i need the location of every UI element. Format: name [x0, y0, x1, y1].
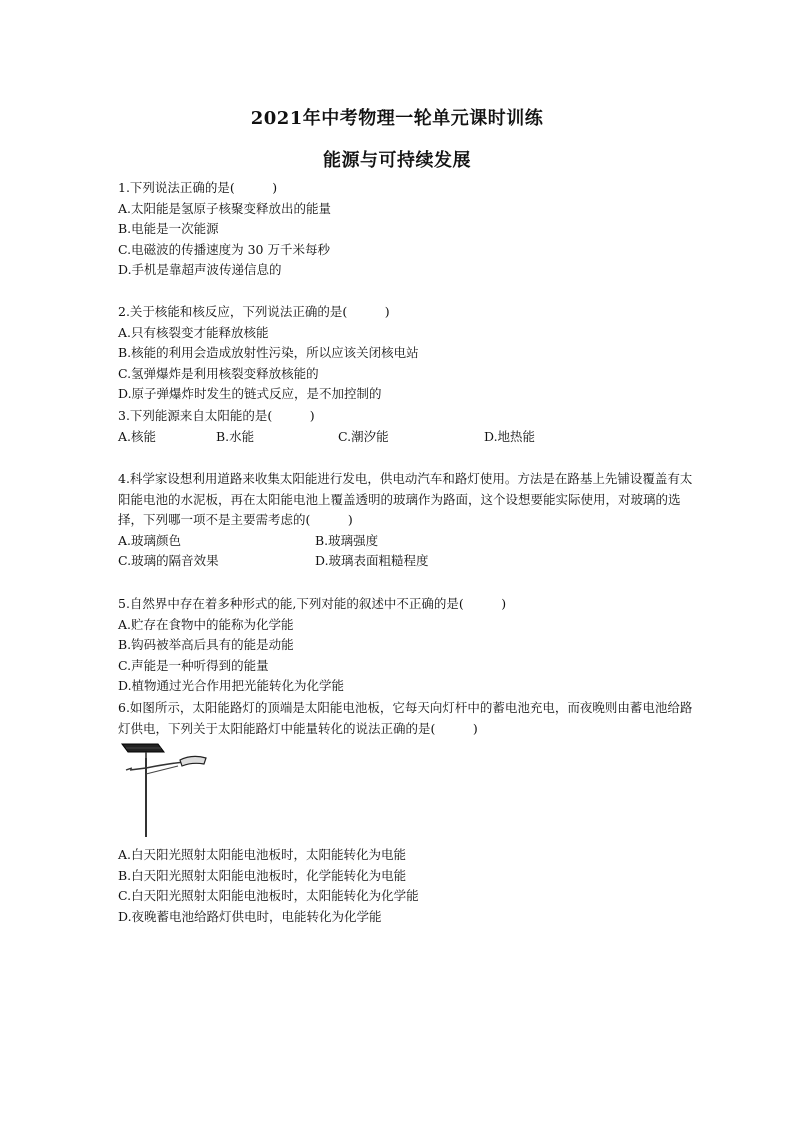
- question-4: [118, 469, 698, 572]
- question-6-options: [118, 845, 698, 927]
- question-1: [118, 178, 698, 281]
- option-b: B.钩码被举高后具有的能是动能: [118, 637, 294, 653]
- question-stem: 3.下列能源来自太阳能的是( ): [118, 408, 315, 423]
- option-a: A.只有核裂变才能释放核能: [118, 324, 269, 340]
- options-row: [118, 427, 698, 448]
- page-subtitle: 能源与可持续发展: [323, 150, 471, 171]
- option-b: B.玻璃强度: [315, 532, 379, 548]
- option-b: B.白天阳光照射太阳能电池板时，化学能转化为电能: [118, 867, 407, 883]
- options-grid: [118, 531, 698, 572]
- option-a: A.白天阳光照射太阳能电池板时，太阳能转化为电能: [118, 847, 407, 862]
- option-b: B.水能: [216, 428, 255, 444]
- question-6: [118, 698, 698, 739]
- option-d: D.地热能: [484, 428, 536, 444]
- option-a: A.玻璃颜色: [118, 532, 182, 548]
- option-c: C.白天阳光照射太阳能电池板时，太阳能转化为化学能: [118, 888, 419, 904]
- question-3: [118, 406, 698, 447]
- option-c: C.氢弹爆炸是利用核裂变释放核能的: [118, 365, 319, 381]
- question-stem: 1.下列说法正确的是( ): [118, 180, 278, 195]
- option-c: C.潮汐能: [338, 428, 389, 444]
- option-a: A.核能: [118, 428, 157, 444]
- page-title: 2021年中考物理一轮单元课时训练: [250, 108, 544, 129]
- option-d: D.原子弹爆炸时发生的链式反应，是不加控制的: [118, 386, 382, 402]
- option-c: C.电磁波的传播速度为 30 万千米每秒: [118, 241, 330, 257]
- option-d: D.玻璃表面粗糙程度: [315, 553, 429, 569]
- question-stem: 2.关于核能和核反应，下列说法正确的是( ): [118, 304, 390, 319]
- option-c: C.声能是一种听得到的能量: [118, 657, 269, 673]
- question-stem: 4.科学家设想利用道路来收集太阳能进行发电，供电动汽车和路灯使用。方法是在路基上先铺设覆盖有太阳能电池的水泥板，再在太阳能电池上覆盖透明的玻璃作为路面，这个设想要能实际使用，对玻璃的选择，下列哪一项不是主要需考虑的( ): [118, 471, 693, 528]
- option-a: A.太阳能是氢原子核聚变释放出的能量: [118, 200, 332, 216]
- solar-street-lamp-icon: [118, 740, 218, 840]
- question-stem: 5.自然界中存在着多种形式的能,下列对能的叙述中不正确的是( ): [118, 596, 507, 611]
- option-c: C.玻璃的隔音效果: [118, 553, 219, 569]
- option-a: A.贮存在食物中的能称为化学能: [118, 616, 294, 632]
- option-b: B.核能的利用会造成放射性污染，所以应该关闭核电站: [118, 345, 419, 361]
- question-2: [118, 302, 698, 405]
- solar-street-lamp-figure: [118, 740, 218, 840]
- option-d: D.夜晚蓄电池给路灯供电时，电能转化为化学能: [118, 908, 382, 924]
- question-stem: 6.如图所示，太阳能路灯的顶端是太阳能电池板，它每天向灯杆中的蓄电池充电，而夜晚则由蓄电池给路灯供电，下列关于太阳能路灯中能量转化的说法正确的是( ): [118, 700, 693, 736]
- option-b: B.电能是一次能源: [118, 221, 219, 237]
- question-5: [118, 594, 698, 697]
- option-d: D.手机是靠超声波传递信息的: [118, 262, 282, 278]
- option-d: D.植物通过光合作用把光能转化为化学能: [118, 678, 345, 694]
